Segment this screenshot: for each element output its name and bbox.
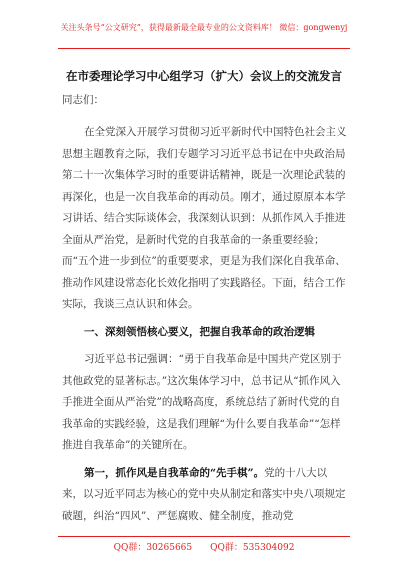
document-title: 在市委理论学习中心组学习（扩大）会议上的交流发言 [66, 69, 342, 83]
document-body [62, 122, 348, 527]
header-notice: 关注头条号“公文研究”，获得最新最全最专业的公文资料库！ 微信：gongwenyj [60, 23, 348, 32]
section-heading: 一、深刻领悟核心要义，把握自我革命的政治逻辑 [84, 325, 315, 338]
section-paragraph: 习近平总书记强调：“勇于自我革命是中国共产党区别于其他政党的显著标志。”这次集体学习中，总书记从“抓作风入手推进全面从严治党”的战略高度，系统总结了新时代党的自我革命的实践经验，这是我们理解“为什么要自我革命”“怎样推进自我革命”的关键所在。 [62, 353, 342, 451]
point-lead: 第一，抓作风是自我革命的“先手棋”。 [84, 466, 265, 479]
header-divider [58, 48, 350, 49]
point-paragraph [62, 463, 348, 528]
footer-contacts [0, 540, 408, 553]
footer-divider [58, 536, 350, 537]
footer-qq-group-1: QQ群：30265665 [113, 543, 193, 553]
footer-qq-group-2: QQ群：535304092 [210, 543, 295, 553]
intro-paragraph: 在全党深入开展学习贯彻习近平新时代中国特色社会主义思想主题教育之际，我们专题学习习近平总书记在中央政治局第二十一次集体学习时的重要讲话精神，既是一次理论武装的再深化，也是一次自我革命的再动员。刚才，通过原原本本学习讲话、结合实际谈体会，我深刻认识到：从抓作风入手推进全面从严治党，是新时代党的自我革命的一条重要经验；而“五个进一步到位”的重要要求，更是为我们深化自我革命、推动作风建设常态化长效化指明了实践路径。下面，结合工作实际，我谈三点认识和体会。 [62, 126, 347, 310]
document-greeting: 同志们： [62, 94, 104, 106]
point-text: 党的十八大以来，以习近平同志为核心的党中央从制定和落实中央八项规定破题，纠治“四风”、严惩腐败、健全制度，推动党 [62, 466, 346, 522]
